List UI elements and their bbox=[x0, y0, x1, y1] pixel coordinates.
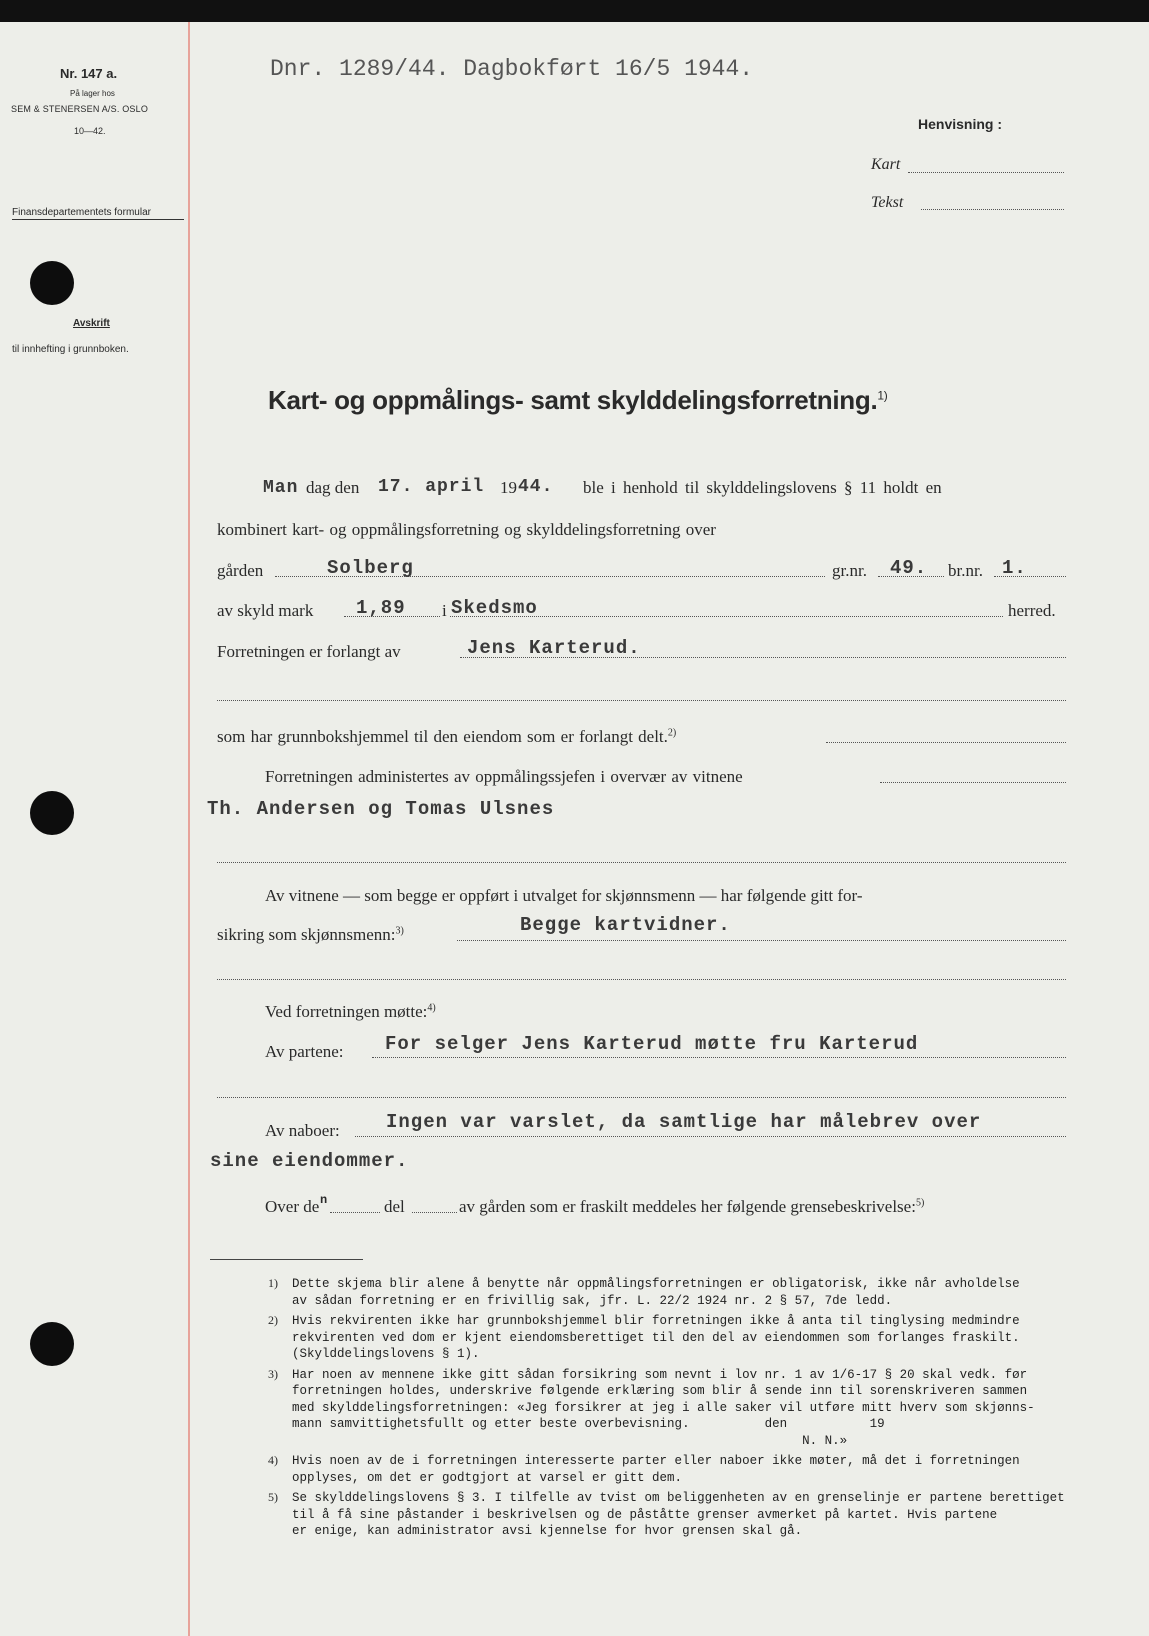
neighbors-field-line bbox=[355, 1136, 1066, 1137]
attended-text: Ved forretningen møtte: bbox=[265, 1002, 428, 1021]
weekday-typed: Man bbox=[263, 478, 299, 498]
boundary-field-1 bbox=[330, 1212, 380, 1213]
boundary-del: del bbox=[384, 1197, 405, 1216]
attended-footnote-mark: 4) bbox=[427, 1002, 436, 1014]
date-value: 17. april bbox=[378, 477, 485, 497]
requested-label: Forretningen er forlangt av bbox=[217, 642, 401, 661]
title-footnote-mark: 1) bbox=[877, 388, 888, 403]
blank-line-4 bbox=[217, 1097, 1066, 1098]
assurance-text1: Av vitnene — som begge er oppført i utvalget for skjønnsmenn — har følgende gitt for- bbox=[265, 886, 863, 905]
copy-purpose: til innhefting i grunnboken. bbox=[12, 344, 129, 355]
admin-field-line bbox=[880, 782, 1066, 783]
blank-line-2 bbox=[217, 862, 1066, 863]
bnr-label: br.nr. bbox=[948, 561, 983, 580]
dag-den-label: dag den bbox=[306, 478, 360, 497]
footnote-line: mann samvittighetsfullt og etter beste overbevisning. den 19 bbox=[292, 1417, 885, 1431]
bnr-value: 1. bbox=[1002, 557, 1027, 579]
footnote-line: N. N.» bbox=[292, 1433, 848, 1448]
boundary-field-2 bbox=[412, 1212, 457, 1213]
footnote-line: er enige, kan administrator avsi kjennelse for hvor grensen skal gå. bbox=[292, 1524, 803, 1538]
skyld-label: av skyld mark bbox=[217, 601, 314, 620]
margin-rule bbox=[188, 22, 190, 1636]
document-title bbox=[268, 385, 887, 416]
copy-label: Avskrift bbox=[73, 318, 110, 329]
year-prefix: 19 bbox=[500, 478, 517, 497]
assurance-field-line bbox=[457, 940, 1066, 941]
footnote-mark: 1) bbox=[268, 1276, 278, 1290]
footnote-line: (Skylddelingslovens § 1). bbox=[292, 1347, 480, 1361]
title-text: Kart- og oppmålings- samt skylddelingsforretning. bbox=[268, 385, 878, 415]
hjemmel-text-content: som har grunnbokshjemmel til den eiendom som er forlangt delt. bbox=[217, 727, 668, 746]
requested-value: Jens Karterud. bbox=[467, 637, 641, 659]
map-field bbox=[908, 172, 1064, 173]
line1-rest: ble i henhold til skylddelingslovens § 11 holdt en bbox=[583, 478, 942, 497]
publisher-line1: På lager hos bbox=[70, 89, 115, 98]
gnr-value: 49. bbox=[890, 557, 928, 579]
footnote-line: av sådan forretning er en frivillig sak, jfr. L. 22/2 1924 nr. 2 § 57, 7de ledd. bbox=[292, 1293, 893, 1308]
farm-label: gården bbox=[217, 561, 264, 580]
text-label: Tekst bbox=[871, 194, 904, 211]
boundary-rest-wrap bbox=[459, 1197, 924, 1217]
line2-text: kombinert kart- og oppmålingsforretning og skylddelingsforretning over bbox=[217, 520, 716, 539]
form-owner-rule bbox=[12, 219, 184, 220]
publisher-line2: SEM & STENERSEN A/S. OSLO bbox=[11, 104, 149, 114]
gnr-label: gr.nr. bbox=[832, 561, 867, 580]
witnesses-value: Th. Andersen og Tomas Ulsnes bbox=[207, 798, 555, 820]
registration-stamp: Dnr. 1289/44. Dagbokført 16/5 1944. bbox=[270, 56, 754, 82]
assurance-text2: sikring som skjønnsmenn: bbox=[217, 925, 396, 944]
farm-value: Solberg bbox=[327, 557, 414, 579]
parties-value: For selger Jens Karterud møtte fru Karterud bbox=[385, 1033, 919, 1055]
boundary-n: n bbox=[320, 1193, 328, 1207]
footnote-line: med skylddelingsforretningen: «Jeg forsikrer at jeg i alle saker vil utføre mitt hverv som skjønns- bbox=[292, 1400, 1035, 1415]
footnote-line: Dette skjema blir alene å benytte når oppmålingsforretningen er obligatorisk, ikke når avholdelse bbox=[292, 1277, 1020, 1291]
footnote-mark: 5) bbox=[268, 1490, 278, 1504]
footnote-mark: 4) bbox=[268, 1453, 278, 1467]
boundary-footnote-mark: 5) bbox=[915, 1197, 925, 1209]
parties-label: Av partene: bbox=[265, 1042, 344, 1061]
neighbors-label: Av naboer: bbox=[265, 1121, 340, 1140]
footnote-line: Hvis noen av de i forretningen interesserte parter eller naboer ikke møter, må det i forretningen bbox=[292, 1454, 1020, 1468]
hjemmel-text bbox=[217, 727, 676, 747]
footnote-separator bbox=[210, 1259, 363, 1260]
footnote-line: rekvirenten ved dom er kjent eiendomsberettiget til den del av eiendommen som forlanges fraskilt. bbox=[292, 1330, 1020, 1345]
text-field bbox=[921, 209, 1064, 210]
blank-line-3 bbox=[217, 979, 1066, 980]
form-number: Nr. 147 a. bbox=[60, 66, 118, 81]
neighbors-value2: sine eiendommer. bbox=[210, 1150, 409, 1172]
punch-hole-bottom bbox=[30, 1322, 74, 1366]
herred-value: Skedsmo bbox=[451, 597, 538, 619]
assurance-value: Begge kartvidner. bbox=[520, 914, 731, 936]
herred-label: herred. bbox=[1008, 601, 1056, 620]
punch-hole-top bbox=[30, 261, 74, 305]
footnote-line: Hvis rekvirenten ikke har grunnbokshjemmel blir forretningen ikke å anta til tinglysing medmindre bbox=[292, 1314, 1020, 1328]
punch-hole-middle bbox=[30, 791, 74, 835]
year-value: 44. bbox=[518, 477, 554, 497]
boundary-rest: av gården som er fraskilt meddeles her følgende grensebeskrivelse: bbox=[459, 1197, 916, 1216]
assurance-footnote-mark: 3) bbox=[395, 925, 404, 937]
print-date: 10—42. bbox=[74, 126, 106, 136]
attended-wrap bbox=[265, 1002, 436, 1022]
form-owner: Finansdepartementets formular bbox=[12, 207, 151, 218]
parties-field-line bbox=[372, 1057, 1066, 1058]
hjemmel-field-line bbox=[826, 742, 1066, 743]
reference-heading: Henvisning : bbox=[918, 116, 1003, 132]
footnote-mark: 3) bbox=[268, 1366, 278, 1381]
scan-top-edge bbox=[0, 0, 1149, 22]
i-label: i bbox=[442, 601, 447, 620]
blank-line-1 bbox=[217, 700, 1066, 701]
footnote-line: opplyses, om det er godtgjort at varsel er gitt dem. bbox=[292, 1470, 683, 1485]
assurance-text2-wrap bbox=[217, 925, 404, 945]
footnote-line: til å få sine påstander i beskrivelsen og de påståtte grenser avmerket på kartet. Hvis partene bbox=[292, 1507, 998, 1522]
footnote-line: Se skylddelingslovens § 3. I tilfelle av tvist om beliggenheten av en grenselinje er partene berettiget bbox=[292, 1491, 1065, 1505]
map-label: Kart bbox=[871, 156, 901, 173]
neighbors-value1: Ingen var varslet, da samtlige har målebrev over bbox=[386, 1111, 982, 1133]
footnote-line: Har noen av mennene ikke gitt sådan forsikring som nevnt i lov nr. 1 av 1/6-17 § 20 skal vedk. før bbox=[292, 1367, 1028, 1382]
hjemmel-footnote-mark: 2) bbox=[667, 727, 677, 739]
footnote-mark: 2) bbox=[268, 1313, 278, 1327]
skyld-value: 1,89 bbox=[356, 597, 406, 619]
admin-text: Forretningen administertes av oppmålingssjefen i overvær av vitnene bbox=[265, 767, 743, 786]
footnote-line: forretningen holdes, underskrive følgende erklæring som blir å sende inn til sorenskriveren sammen bbox=[292, 1384, 1028, 1398]
boundary-over: Over de bbox=[265, 1197, 320, 1216]
